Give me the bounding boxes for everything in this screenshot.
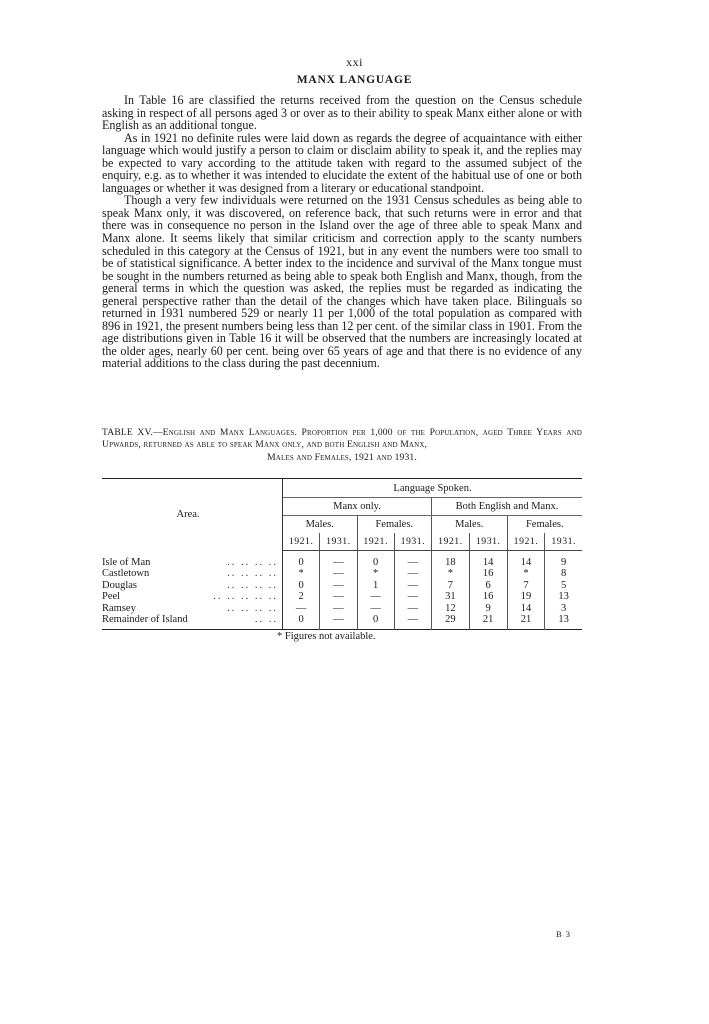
paragraph-3: Though a very few individuals were returned on the 1931 Census schedules as being able to speak Manx only, it was discovered, on reference back, that such returns were in error and that there was in consequence no person in the Island over the age of three able to speak Manx and Manx alone. It seems likely that similar criticism and correction apply to the scanty numbers scheduled in this category at the Census of 1921, but in any event the numbers were too small to be of statistical significance. A better index to the incidence and survival of the Manx tongue must be sought in the numbers returned as being able to speak both English and Manx, though, from the general terms in which the question was asked, the replies must be regarded as indicating the general perspective rather than the detail of the changes which have taken place. Bilinguals so returned in 1931 numbered 529 or nearly 11 per 1,000 of the total population as compared with 896 in 1921, the present numbers being less than 12 per cent. of the similar class in 1901. From the age distributions given in Table 16 it will be observed that the numbers are increasingly located at the older ages, nearly 60 per cent. being over 65 years of age and that there is no evidence of any material additions to the class during the past decennium. xyxy=(102,193,582,371)
value-cell: * xyxy=(507,568,545,579)
value-cell: 2 xyxy=(298,591,304,603)
group-header-both: Both English and Manx. xyxy=(432,498,583,516)
table-row xyxy=(102,614,582,630)
value-cell: 0 xyxy=(298,579,304,591)
leader-dots: .. .. xyxy=(254,614,278,626)
value-cell: 21 xyxy=(507,614,545,630)
sex-header-females-both: Females. xyxy=(507,516,582,534)
body-text xyxy=(102,94,582,370)
value-cell: 0 xyxy=(357,614,394,630)
value-cell: — xyxy=(295,602,307,614)
area-name: Ramsey xyxy=(102,602,136,614)
value-cell: 0 xyxy=(357,557,394,568)
value-cell: * xyxy=(298,568,304,580)
leader-dots: .. .. .. .. xyxy=(227,602,278,614)
area-name: Douglas xyxy=(102,579,137,591)
area-cell xyxy=(102,568,283,579)
leader-dots: .. .. .. .. xyxy=(227,557,278,568)
table-row xyxy=(102,580,582,591)
sex-header-males-both: Males. xyxy=(432,516,508,534)
value-cell: * xyxy=(357,568,394,579)
value-cell: 6 xyxy=(469,580,507,591)
value-cell: — xyxy=(320,591,357,602)
value-cell: 0 xyxy=(298,557,304,568)
value-cell: — xyxy=(320,603,357,614)
value-cell: 9 xyxy=(469,603,507,614)
leader-dots: .. .. .. .. xyxy=(227,579,278,591)
area-header: Area. xyxy=(102,479,283,551)
value-cell: 0 xyxy=(298,614,304,626)
area-cell xyxy=(102,557,283,568)
page-number: xxi xyxy=(346,55,363,69)
value-cell: 21 xyxy=(469,614,507,630)
value-cell: * xyxy=(432,568,470,579)
area-cell xyxy=(102,580,283,591)
area-cell xyxy=(102,614,283,630)
year-header: 1931. xyxy=(394,533,431,551)
year-header: 1931. xyxy=(545,533,582,551)
year-header: 1931. xyxy=(320,533,357,551)
value-cell: 8 xyxy=(545,568,582,579)
sex-header-males-manx: Males. xyxy=(305,519,334,530)
value-cell: — xyxy=(357,603,394,614)
section-title: MANX LANGUAGE xyxy=(296,74,413,86)
value-cell: — xyxy=(394,614,431,630)
value-cell: — xyxy=(394,557,431,568)
paragraph-1: In Table 16 are classified the returns received from the question on the Census schedule asking in respect of all persons aged 3 or over as to their ability to speak Manx either alone or with English as an additional tongue. xyxy=(102,93,582,133)
area-name: Remainder of Island xyxy=(102,614,188,626)
value-cell: — xyxy=(394,591,431,602)
value-cell: 1 xyxy=(357,580,394,591)
language-table-wrap xyxy=(102,478,582,630)
value-cell: 12 xyxy=(432,603,470,614)
table-caption-end: Males and Females, 1921 and 1931. xyxy=(267,451,417,463)
value-cell: — xyxy=(320,557,357,568)
value-cell: 16 xyxy=(469,591,507,602)
table-row xyxy=(102,557,582,568)
value-cell: 9 xyxy=(545,557,582,568)
area-name: Peel xyxy=(102,591,121,603)
value-cell: 14 xyxy=(469,557,507,568)
area-name: Isle of Man xyxy=(102,557,151,568)
value-cell: 16 xyxy=(469,568,507,579)
year-header: 1921. xyxy=(432,533,470,551)
value-cell: — xyxy=(320,614,357,630)
value-cell: 31 xyxy=(432,591,470,602)
area-cell xyxy=(102,603,283,614)
paragraph-2: As in 1921 no definite rules were laid down as regards the degree of acquaintance with either language which would justify a person to claim or disclaim ability to speak it, and the replies may be expected to vary according to the attitude taken with regard to the assumed subject of the enquiry, e.g. as to whether it was intended to elucidate the extent of the habitual use of one or both languages or whether it was designed from a literary or educational standpoint. xyxy=(102,130,582,195)
table-caption-main: TABLE XV.—English and Manx Languages. Proportion per 1,000 of the Population, aged Three Years and Upwards, returned as able to speak Manx only, and both English and Manx, xyxy=(102,427,582,451)
area-cell xyxy=(102,591,283,602)
year-header: 1921. xyxy=(507,533,545,551)
table-row xyxy=(102,603,582,614)
value-cell: 13 xyxy=(545,614,582,630)
value-cell: — xyxy=(394,603,431,614)
value-cell: — xyxy=(394,568,431,579)
value-cell: 14 xyxy=(507,603,545,614)
year-header: 1921. xyxy=(357,533,394,551)
group-header-manx-only: Manx only. xyxy=(283,498,432,516)
language-table xyxy=(102,478,582,630)
value-cell: 5 xyxy=(545,580,582,591)
area-name: Castletown xyxy=(102,568,150,580)
language-spoken-header: Language Spoken. xyxy=(283,479,583,498)
value-cell: — xyxy=(394,580,431,591)
year-header: 1921. xyxy=(283,533,320,551)
table-row xyxy=(102,568,582,579)
value-cell: — xyxy=(320,580,357,591)
value-cell: 19 xyxy=(507,591,545,602)
table-row xyxy=(102,591,582,602)
table-footnote: * Figures not available. xyxy=(277,631,376,642)
value-cell: — xyxy=(357,591,394,602)
page-signature: B 3 xyxy=(556,929,572,939)
table-caption xyxy=(102,427,582,464)
sex-header-females-manx: Females. xyxy=(357,516,432,534)
value-cell: 29 xyxy=(432,614,470,630)
value-cell: 13 xyxy=(545,591,582,602)
value-cell: 14 xyxy=(507,557,545,568)
value-cell: 3 xyxy=(545,603,582,614)
value-cell: 18 xyxy=(432,557,470,568)
leader-dots: .. .. .. .. xyxy=(227,568,278,580)
year-header: 1931. xyxy=(469,533,507,551)
value-cell: 7 xyxy=(507,580,545,591)
leader-dots: .. .. .. .. .. xyxy=(213,591,278,603)
value-cell: — xyxy=(320,568,357,579)
value-cell: 7 xyxy=(432,580,470,591)
